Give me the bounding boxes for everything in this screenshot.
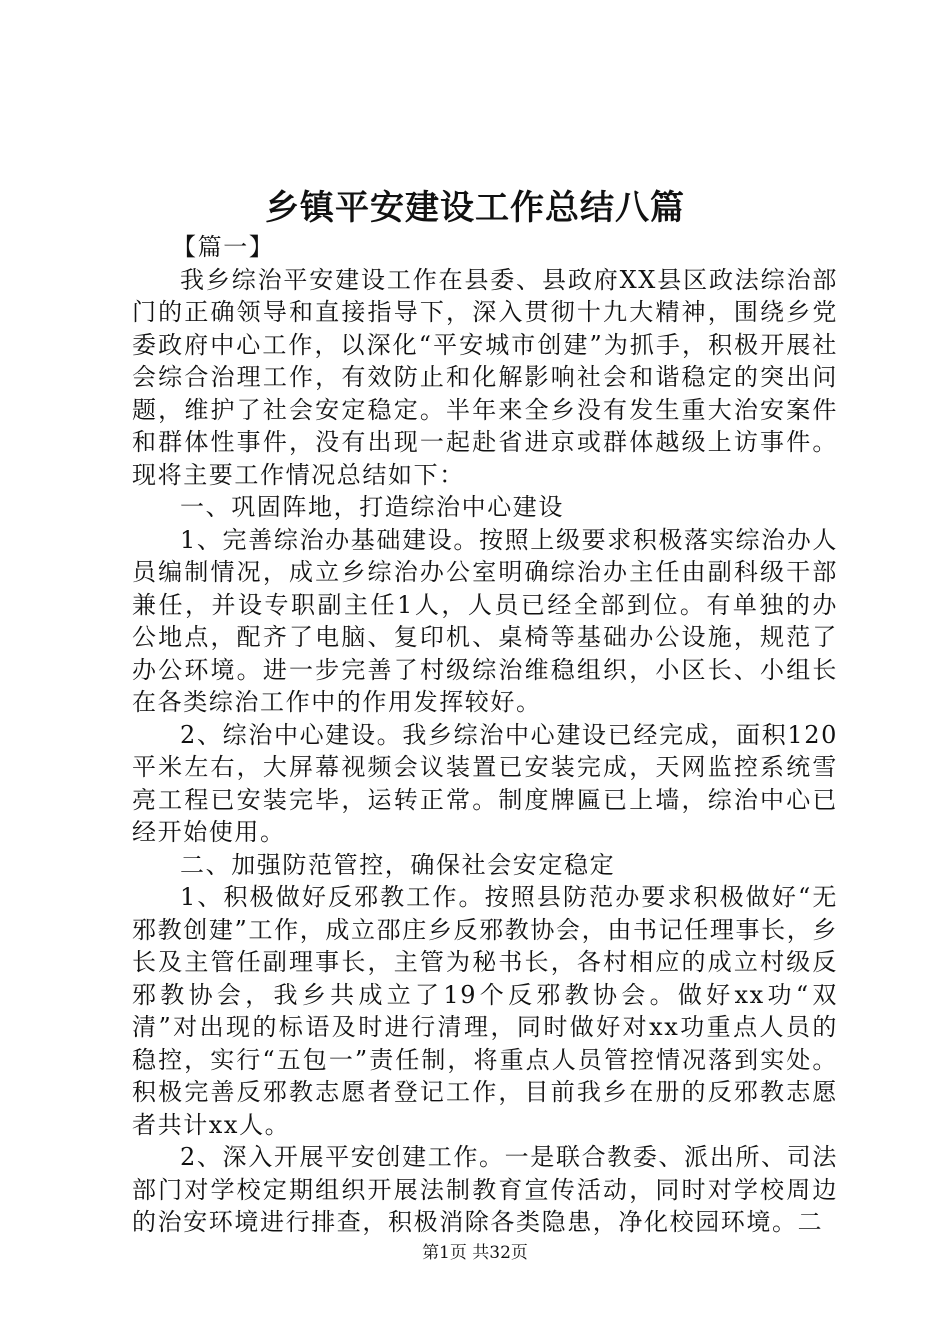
document-body [132, 231, 838, 1239]
body-paragraph: 2、深入开展平安创建工作。一是联合教委、派出所、司法部门对学校定期组织开展法制教育宣传活动，同时对学校周边的治安环境进行排查，积极消除各类隐患，净化校园环境。二 [132, 1143, 838, 1236]
body-paragraph: 我乡综治平安建设工作在县委、县政府XX县区政法综治部门的正确领导和直接指导下，深入贯彻十九大精神，围绕乡党委政府中心工作，以深化“平安城市创建”为抓手，积极开展社会综合治理工作，有效防止和化解影响社会和谐稳定的突出问题，维护了社会安定稳定。半年来全乡没有发生重大治安案件和群体性事件，没有出现一起赴省进京或群体越级上访事件。现将主要工作情况总结如下： [132, 265, 838, 489]
body-paragraph: 1、完善综治办基础建设。按照上级要求积极落实综治办人员编制情况，成立乡综治办公室明确综治办主任由副科级干部兼任，并设专职副主任1人，人员已经全部到位。有单独的办公地点，配齐了电脑、复印机、桌椅等基础办公设施，规范了办公环境。进一步完善了村级综治维稳组织，小区长、小组长在各类综治工作中的作用发挥较好。 [132, 525, 838, 716]
section-heading: 二、加强防范管控，确保社会安定稳定 [180, 850, 616, 879]
section-label: 【篇一】 [172, 233, 275, 261]
body-paragraph: 2、综治中心建设。我乡综治中心建设已经完成，面积120平米左右，大屏幕视频会议装置已安装完成，天网监控系统雪亮工程已安装完毕，运转正常。制度牌匾已上墙，综治中心已经开始使用。 [132, 720, 838, 846]
section-heading: 一、巩固阵地，打造综治中心建设 [180, 493, 564, 521]
page-footer: 第1页 共32页 [422, 1243, 528, 1263]
body-paragraph: 1、积极做好反邪教工作。按照县防范办要求积极做好“无邪教创建”工作，成立邵庄乡反邪教协会，由书记任理事长，乡长及主管任副理事长，主管为秘书长，各村相应的成立村级反邪教协会，我乡共成立了19个反邪教协会。做好xx功“双清”对出现的标语及时进行清理，同时做好对xx功重点人员的稳控，实行“五包一”责任制，将重点人员管控情况落到实处。积极完善反邪教志愿者登记工作，目前我乡在册的反邪教志愿者共计xx人。 [132, 883, 838, 1139]
document-title: 乡镇平安建设工作总结八篇 [265, 188, 685, 228]
